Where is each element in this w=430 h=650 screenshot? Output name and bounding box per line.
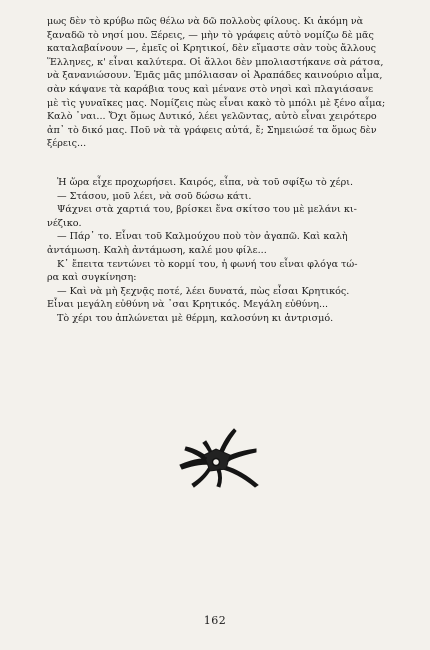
text-line: Εἶναι μεγάλη εὐθύνη νὰ ᾽σαι Κρητικός. Μεγάλη εὐθύνη...	[47, 299, 329, 311]
text-line: ξαναδῶ τὸ νησί μου. Ξέρεις, — μὴν τὸ γράφεις αὐτὸ νομίζω δὲ μᾶς	[47, 29, 374, 41]
text-line: Ἡ ὥρα εἶχε προχωρήσει. Καιρός, εἶπα, νὰ τοῦ σφίξω τὸ χέρι.	[57, 177, 354, 188]
text-line: σὰν κάψανε τὰ καράβια τους καὶ μένανε στὸ νησὶ καὶ πλαγιάσανε	[47, 83, 374, 95]
text-line: νέζικο.	[47, 217, 82, 229]
text-line: ρα καὶ συγκίνηση:	[47, 272, 137, 284]
ink-sketch-ornament	[176, 425, 260, 491]
text-line: Κ᾽ ἔπειτα τεντώνει τὸ κορμί του, ἡ φωνή του εἶναι φλόγα τώ-	[57, 258, 358, 270]
text-line: νὰ ξανανιώσουν. Ἐμᾶς μᾶς μπόλιασαν οἱ Ἀραπάδες καινούριο αἷμα,	[47, 70, 383, 82]
text-line: Τὸ χέρι του ἁπλώνεται μὲ θέρμη, καλοσύνη κι ἀντρισμό.	[57, 312, 334, 324]
text-line: μὲ τὶς γυναῖκες μας. Νομίζεις πὼς εἶναι κακὸ τὸ μπόλι μὲ ξένο αἷμα;	[47, 97, 386, 109]
text-line: μως δὲν τὸ κρύβω πῶς θέλω νὰ δῶ πολλοὺς φίλους. Κι ἀκόμη νὰ	[47, 16, 364, 27]
page-number: 162	[203, 614, 227, 627]
text-line: — Καὶ νὰ μὴ ξεχνᾷς ποτέ, λέει δυνατά, πὼς εἶσαι Κρητικός.	[57, 285, 350, 297]
text-line: Ἕλληνες, κ' εἶναι καλύτερα. Οἱ ἄλλοι δὲν μπολιαστήκανε σὰ ράτσα,	[47, 56, 384, 68]
paragraph-one	[47, 15, 392, 151]
text-line: Ψάχνει στὰ χαρτιά του, βρίσκει ἕνα σκίτσο του μὲ μελάνι κι-	[57, 204, 357, 216]
text-line: ἀπ᾽ τὸ δικό μας. Ποῦ νὰ τὰ γράφεις αὐτά, ἔ; Σημειώσέ τα ὅμως δὲν	[47, 124, 377, 136]
text-line: Καλὸ ᾽ναι... Ὄχι ὅμως Δυτικό, λέει γελῶντας, αὐτὸ εἶναι χειρότερο	[47, 111, 377, 123]
text-line: ξέρεις...	[47, 138, 87, 150]
text-line: — Πάρ᾽ το. Εἶναι τοῦ Καλμούχου ποὺ τὸν ἀγαπῶ. Καὶ καλὴ	[57, 231, 348, 243]
text-line: καταλαβαίνουν —, ἐμεῖς οἱ Κρητικοί, δὲν εἴμαστε σὰν τοὺς ἄλλους	[47, 43, 376, 55]
text-line: ἀντάμωση. Καλὴ ἀντάμωση, καλέ μου φίλε...	[47, 244, 267, 256]
paragraph-two	[47, 176, 392, 326]
text-line: — Στάσου, μοῦ λέει, νὰ σοῦ δώσω κάτι.	[57, 190, 252, 202]
